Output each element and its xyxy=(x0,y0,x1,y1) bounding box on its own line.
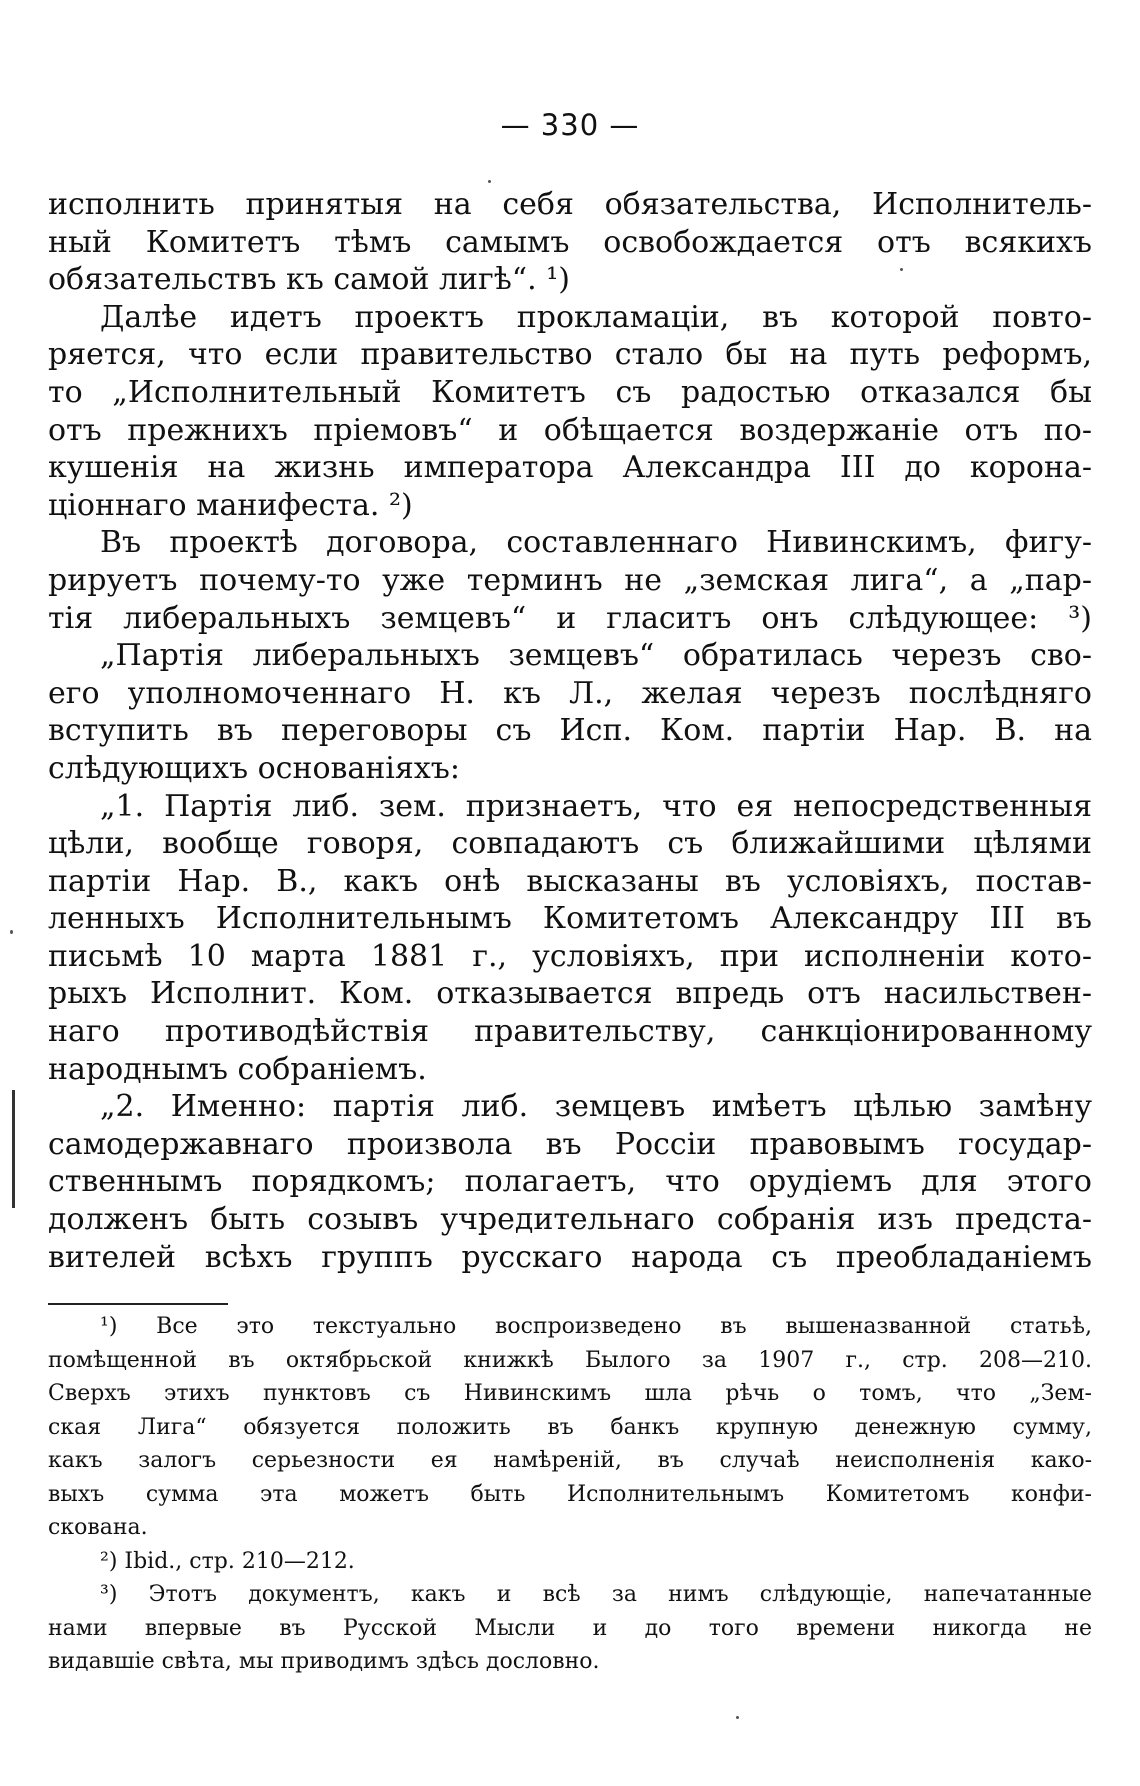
print-speck xyxy=(488,180,491,183)
text-line: „2. Именно: партія либ. земцевъ имѣетъ цѣлью замѣну xyxy=(100,1089,1092,1125)
text-line: кушенія на жизнь императора Александра III до корона- xyxy=(48,450,1092,486)
print-speck xyxy=(736,1716,739,1719)
main-text xyxy=(48,186,1092,1276)
text-line: отъ прежнихъ пріемовъ“ и обѣщается воздержаніе отъ по- xyxy=(48,412,1092,448)
text-line: вителей всѣхъ группъ русскаго народа съ преобладаніемъ xyxy=(48,1239,1092,1275)
footnote-line: выхъ сумма эта можетъ быть Исполнительнымъ Комитетомъ конфи- xyxy=(48,1481,1092,1507)
text-line: Далѣе идетъ проектъ прокламаціи, въ которой повто- xyxy=(100,299,1092,335)
footnote-line: какъ залогъ серьезности ея намѣреній, въ случаѣ неисполненія како- xyxy=(48,1448,1092,1473)
footnotes xyxy=(48,1310,1092,1679)
print-speck xyxy=(10,930,13,934)
text-line: вступить въ переговоры съ Исп. Ком. партіи Нар. В. на xyxy=(48,713,1092,749)
text-line: ственнымъ порядкомъ; полагаетъ, что орудіемъ для этого xyxy=(48,1164,1092,1200)
text-line: ряется, что если правительство стало бы на путь реформъ, xyxy=(48,337,1092,373)
footnote-line: ¹) Все это текстуально воспроизведено въ вышеназванной статьѣ, xyxy=(100,1314,1092,1339)
text-line: письмѣ 10 марта 1881 г., условіяхъ, при исполненіи кото- xyxy=(48,938,1092,974)
text-line: долженъ быть созывъ учредительнаго собранія изъ предста- xyxy=(48,1202,1092,1238)
text-line: самодержавнаго произвола въ Россіи правовымъ государ- xyxy=(48,1126,1092,1162)
text-line: тія либеральныхъ земцевъ“ и гласитъ онъ слѣдующее: ³) xyxy=(48,600,1092,636)
text-line: партіи Нар. В., какъ онѣ высказаны въ условіяхъ, постав- xyxy=(48,863,1092,899)
text-line: обязательствъ къ самой лигѣ“. ¹) xyxy=(48,262,570,298)
footnote-separator xyxy=(48,1303,228,1305)
footnote-line: Сверхъ этихъ пунктовъ съ Нивинскимъ шла рѣчь о томъ, что „Зем- xyxy=(48,1381,1092,1406)
text-line: его уполномоченнаго Н. къ Л., желая черезъ послѣдняго xyxy=(48,675,1092,711)
text-line: ленныхъ Исполнительнымъ Комитетомъ Александру III въ xyxy=(48,901,1092,937)
text-line: рируетъ почему-то уже терминъ не „земская лига“, а „пар- xyxy=(48,562,1092,598)
text-line: Въ проектѣ договора, составленнаго Нивинскимъ, фигу- xyxy=(100,525,1092,561)
page-number: — 330 — xyxy=(500,108,640,142)
text-line: то „Исполнительный Комитетъ съ радостью отказался бы xyxy=(48,374,1092,410)
text-line: цѣли, вообще говоря, совпадаютъ съ ближайшими цѣлями xyxy=(48,826,1092,862)
text-line: „Партія либеральныхъ земцевъ“ обратилась черезъ сво- xyxy=(100,638,1092,674)
print-speck xyxy=(900,268,903,271)
text-line: рыхъ Исполнит. Ком. отказывается впредь отъ насильствен- xyxy=(48,976,1092,1012)
footnote-line: скована. xyxy=(48,1515,148,1540)
footnote-line: нами впервые въ Русской Мысли и до того времени никогда не xyxy=(48,1615,1092,1641)
text-line: „1. Партія либ. зем. признаетъ, что ея непосредственныя xyxy=(100,788,1092,824)
text-line: народнымъ собраніемъ. xyxy=(48,1051,427,1087)
footnote-line: ²) Ibid., стр. 210—212. xyxy=(100,1548,355,1574)
margin-mark xyxy=(12,1090,15,1208)
text-line: наго противодѣйствія правительству, санкціонированному xyxy=(48,1014,1092,1050)
text-line: ный Комитетъ тѣмъ самымъ освобождается отъ всякихъ xyxy=(48,224,1092,260)
text-line: слѣдующихъ основаніяхъ: xyxy=(48,750,460,786)
text-line: ціоннаго манифеста. ²) xyxy=(48,487,413,523)
footnote-line: ская Лига“ обязуется положить въ банкъ крупную денежную сумму, xyxy=(48,1414,1092,1440)
footnote-line: видавшіе свѣта, мы приводимъ здѣсь дословно. xyxy=(48,1649,600,1674)
text-line: исполнить принятыя на себя обязательства, Исполнитель- xyxy=(48,187,1092,222)
footnote-line: ³) Этотъ документъ, какъ и всѣ за нимъ слѣдующіе, напечатанные xyxy=(100,1582,1092,1607)
footnote-line: помѣщенной въ октябрьской книжкѣ Былого за 1907 г., стр. 208—210. xyxy=(48,1347,1092,1373)
